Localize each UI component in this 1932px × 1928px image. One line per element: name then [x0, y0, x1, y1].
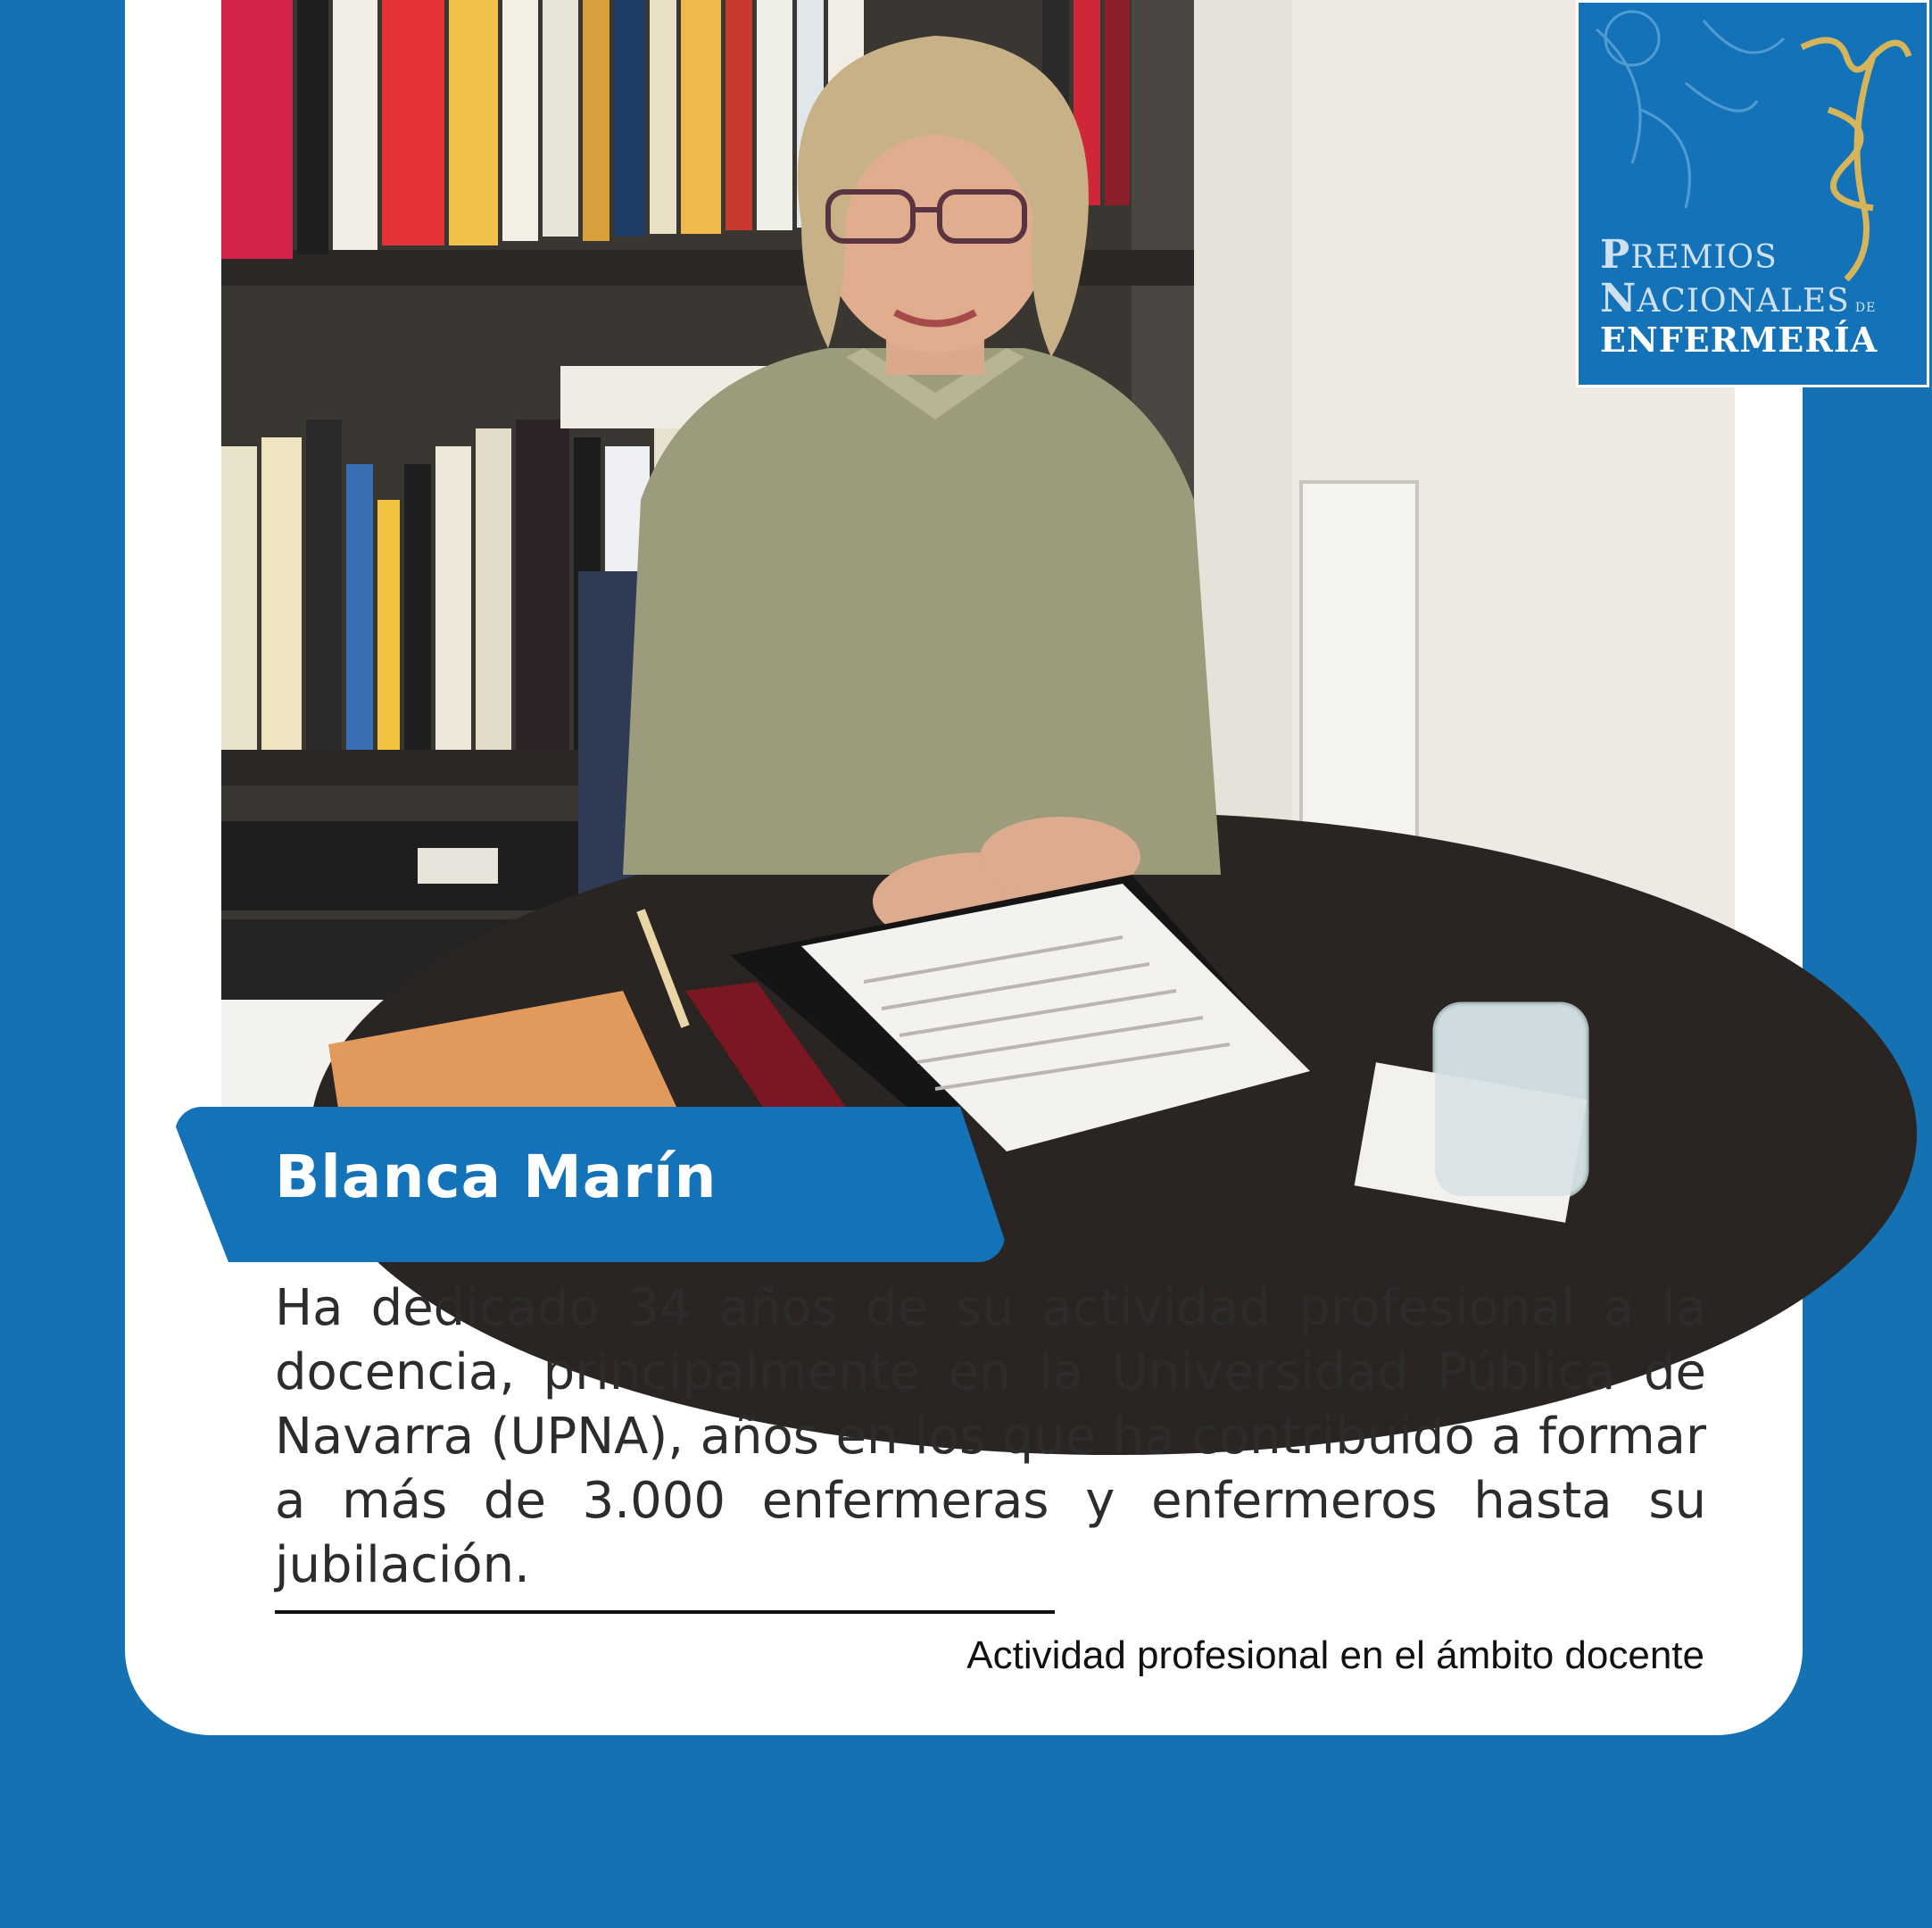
portrait-photo [221, 0, 1878, 1217]
logo-line1-initial: P [1600, 232, 1631, 278]
person-name: Blanca Marín [275, 1143, 717, 1211]
logo-line1-rest: REMIOS [1630, 239, 1778, 276]
divider [275, 1610, 1055, 1614]
logo-wordmark [1600, 233, 1878, 359]
logo-line2-initial: N [1600, 276, 1638, 322]
logo-line2-suffix: DE [1854, 301, 1877, 316]
logo-line3: ENFERMERÍA [1600, 319, 1878, 360]
awards-logo [1576, 0, 1929, 387]
description-text: Ha dedicado 34 años de su actividad profesional a la docencia, principalmente en la Universidad Pública de Navarra (UPNA), años en los que ha contribuido a formar a más de 3.000 enfermeras y enfermeros hasta su jubilación. [275, 1279, 1706, 1594]
logo-line2-rest: ACIONALES [1637, 283, 1850, 320]
category-label: Actividad profesional en el ámbito docente [966, 1633, 1704, 1677]
